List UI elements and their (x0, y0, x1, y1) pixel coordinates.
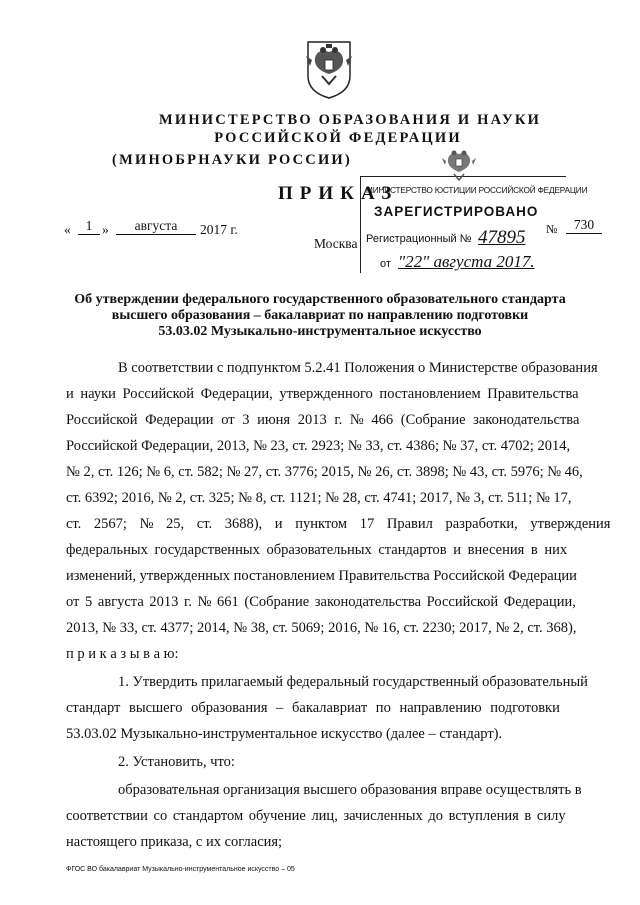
document-title-line3: 53.03.02 Музыкально-инструментальное искусство (158, 324, 482, 339)
ministry-name-line2: РОССИЙСКОЙ ФЕДЕРАЦИИ (214, 130, 462, 146)
order-month: августа (116, 218, 196, 235)
body-line: ст. 2567; № 25, ст. 3688), и пунктом 17 Правил разработки, утверждения (66, 516, 611, 532)
order-year: 2017 г. (200, 222, 238, 237)
body-line: В соответствии с подпунктом 5.2.41 Положения о Министерстве образования (118, 360, 598, 376)
body-line: соответствии со стандартом обучение лиц, зачисленных до вступления в силу (66, 808, 566, 824)
stamp-date: "22" августа 2017. (398, 252, 535, 271)
order-city: Москва (314, 236, 358, 251)
stamp-reg-number-label: Регистрационный № (366, 233, 472, 245)
body-line: 2013, № 33, ст. 4377; 2014, № 38, ст. 5069; 2016, № 16, ст. 2230; 2017, № 2, ст. 368), (66, 620, 577, 636)
body-line: стандарт высшего образования – бакалавриат по направлению подготовки (66, 700, 560, 716)
body-line: 2. Установить, что: (118, 754, 235, 770)
body-line: изменений, утвержденных постановлением Правительства Российской Федерации (66, 568, 577, 584)
stamp-registered-label: ЗАРЕГИСТРИРОВАНО (374, 204, 539, 219)
stamp-emblem-icon (440, 146, 478, 186)
body-line: настоящего приказа, с их согласия; (66, 834, 283, 850)
ministry-name-line1: МИНИСТЕРСТВО ОБРАЗОВАНИЯ И НАУКИ (158, 112, 542, 128)
body-line: Российской Федерации от 3 июня 2013 г. № 466 (Собрание законодательства (66, 412, 580, 428)
page-footer: ФГОС ВО бакалавриат Музыкально-инструментальное искусство – 05 (66, 866, 295, 873)
body-line: ст. 6392; 2016, № 2, ст. 325; № 8, ст. 1121; № 28, ст. 4741; 2017, № 3, ст. 511; № 17, (66, 490, 572, 506)
stamp-authority: МИНИСТЕРСТВО ЮСТИЦИИ РОССИЙСКОЙ ФЕДЕРАЦИИ (366, 185, 588, 195)
body-line: 1. Утвердить прилагаемый федеральный государственный образовательный (118, 674, 588, 690)
order-heading: ПРИКАЗ (278, 183, 399, 204)
date-quote-open: « (64, 222, 71, 237)
body-line: 53.03.02 Музыкально-инструментальное искусство (далее – стандарт). (66, 726, 503, 742)
order-day: 1 (78, 218, 100, 235)
stamp-reg-number: 47895 (478, 227, 526, 248)
body-line: образовательная организация высшего образования вправе осуществлять в (118, 782, 582, 798)
order-number: 730 (566, 217, 602, 234)
number-sign: № (546, 222, 558, 236)
body-line: Российской Федерации, 2013, № 23, ст. 2923; № 33, ст. 4386; № 37, ст. 4702; 2014, (66, 438, 571, 454)
date-quote-close: » (102, 222, 109, 237)
body-line-order-verb: п р и к а з ы в а ю: (66, 646, 179, 662)
document-title-line1: Об утверждении федерального государственного образовательного стандарта (74, 292, 566, 307)
ministry-short-name: (МИНОБРНАУКИ РОССИИ) (112, 152, 352, 168)
body-line: и науки Российской Федерации, утвержденного постановлением Правительства (66, 386, 579, 402)
coat-of-arms-icon (302, 38, 356, 100)
body-line: № 2, ст. 126; № 6, ст. 582; № 27, ст. 3776; 2015, № 26, ст. 3898; № 43, ст. 5976; № 46, (66, 464, 583, 480)
stamp-date-prefix: от (380, 258, 391, 270)
document-title-line2: высшего образования – бакалавриат по направлению подготовки (111, 308, 529, 323)
body-line: от 5 августа 2013 г. № 661 (Собрание законодательства Российской Федерации, (66, 594, 576, 610)
body-line: федеральных государственных образовательных стандартов и внесения в них (66, 542, 568, 558)
